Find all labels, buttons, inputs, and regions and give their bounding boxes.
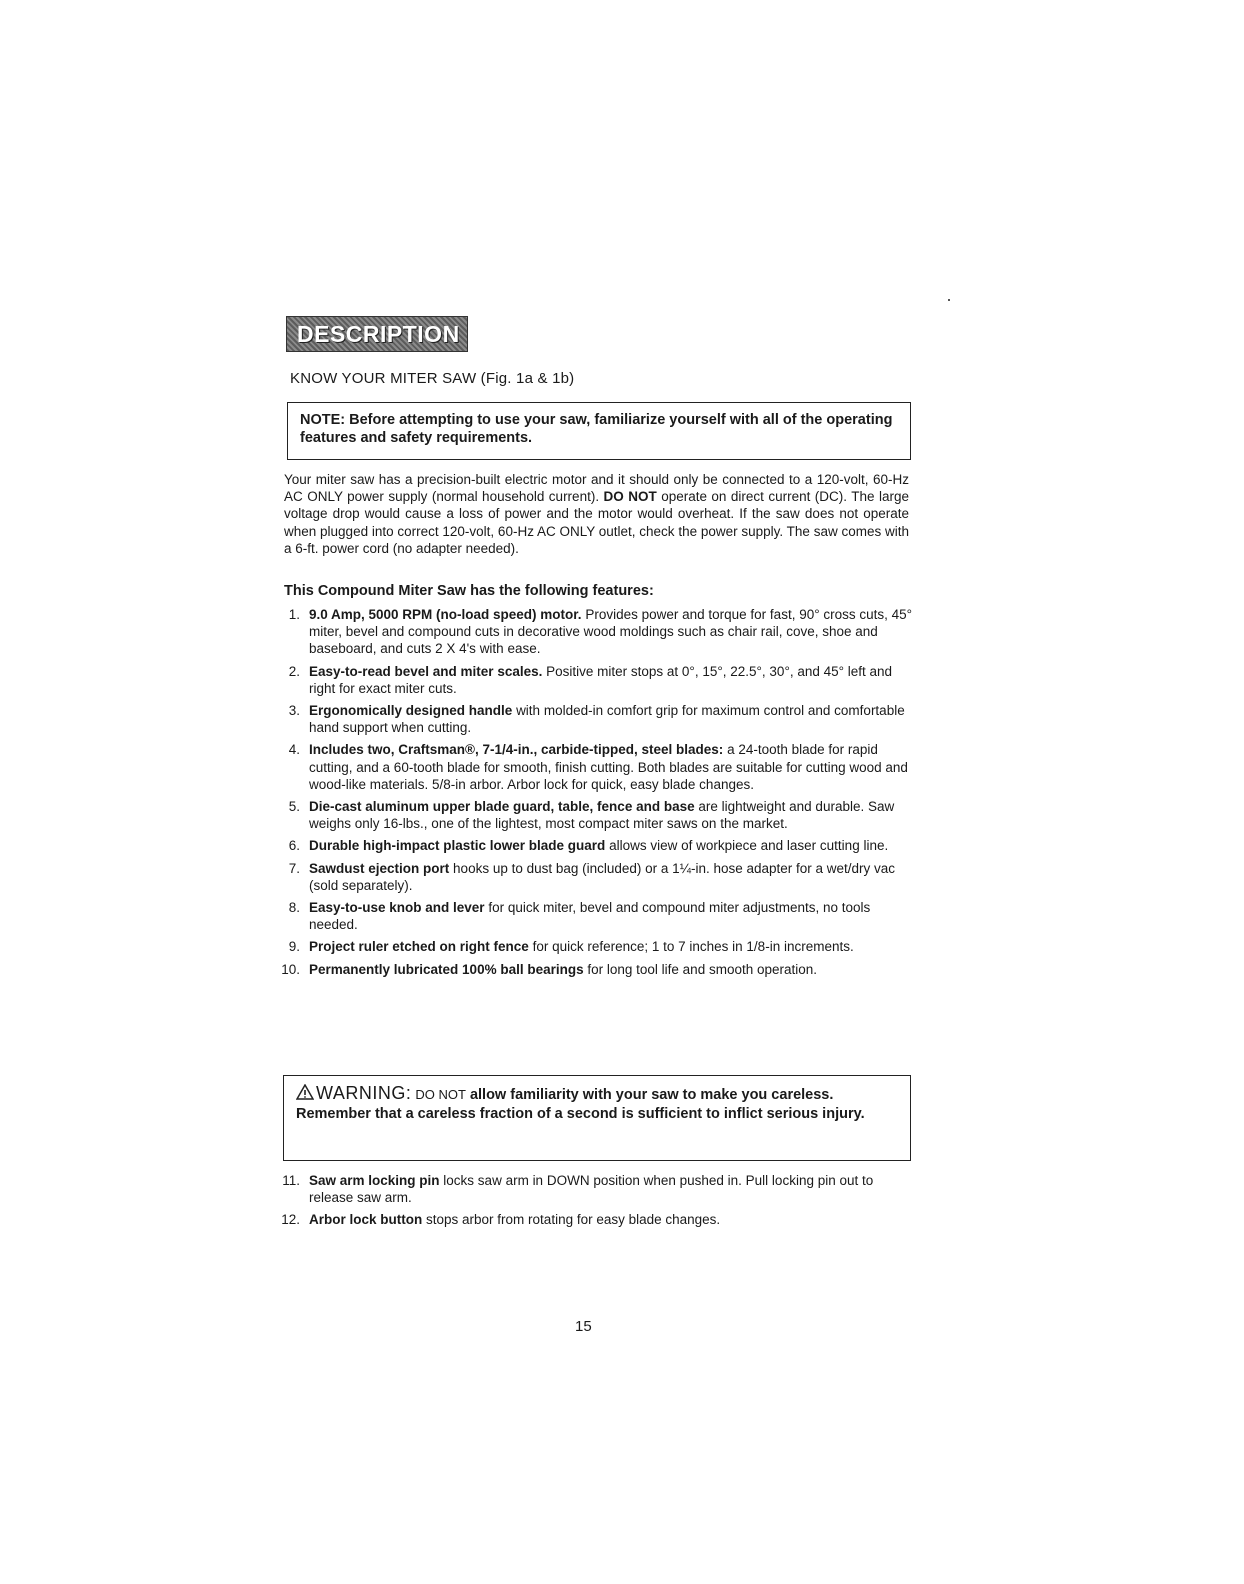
list-item [278,741,918,793]
features-heading: This Compound Miter Saw has the following features: [284,583,654,599]
item-number: 12. [281,1212,300,1228]
item-text: a 24-tooth blade for rapid cutting, and a 60-tooth blade for smooth, finish cutting. Both blades are suitable for cutting wood and wood-like materials. 5/8-in arbor. Arbor lock for quick, easy blade changes. [309,742,908,792]
item-text: for quick miter, bevel and compound miter adjustments, no tools needed. [309,900,871,933]
intro-paragraph [284,471,909,557]
list-item [278,837,918,854]
item-number: 1. [288,607,300,622]
item-number: 2. [288,663,300,679]
item-text: for quick reference; 1 to 7 inches in 1/8-in increments. [532,939,854,955]
list-item [278,606,918,658]
list-item [278,1172,918,1206]
item-text: Positive miter stops at 0°, 15°, 22.5°, 30°, and 45° left and right for exact miter cuts. [309,663,893,696]
stray-dot [948,299,950,301]
item-title: Ergonomically designed handle [309,703,513,719]
list-item [278,702,918,736]
item-title: Durable high-impact plastic lower blade guard [309,838,606,854]
item-title: Easy-to-read bevel and miter scales. [309,663,543,679]
item-title: Arbor lock button [309,1212,423,1228]
item-title: Permanently lubricated 100% ball bearings [309,961,584,977]
warning-word: WARNING: [316,1083,412,1103]
intro-part2: operate on direct current (DC). The large voltage drop would cause a loss of power and the motor would overheat. If the saw does not operate when plugged into correct 120-volt, 60-Hz AC ONLY outlet, check the power supply. The saw comes with a 6-ft. power cord (no adapter needed). [284,489,909,556]
item-title: Includes two, Craftsman®, 7-1/4-in., carbide-tipped, steel blades: [309,742,724,758]
feature-list-continued [278,1172,918,1234]
item-title: Die-cast aluminum upper blade guard, table, fence and base [309,799,695,815]
warning-text: allow familiarity with your saw to make you careless. Remember that a careless fraction of a second is sufficient to inflict serious injury. [296,1087,865,1122]
list-item [278,961,918,978]
item-number: 10. [281,961,300,977]
intro-part1: Your miter saw has a precision-built electric motor and it should only be connected to a 120-volt, 60-Hz AC ONLY power supply (normal household current). [284,472,909,505]
list-item [278,1211,918,1228]
item-text: with molded-in comfort grip for maximum control and comfortable hand support when cutting. [309,703,905,736]
item-title: Sawdust ejection port [309,860,450,876]
section-heading: DESCRIPTION [297,321,460,347]
item-number: 9. [288,939,300,955]
item-number: 4. [288,742,300,758]
item-number: 11. [282,1173,300,1188]
item-title: Saw arm locking pin [309,1173,440,1188]
item-text: stops arbor from rotating for easy blade changes. [426,1212,721,1228]
warning-do-not: DO NOT [415,1087,466,1102]
list-item [278,798,918,832]
item-text: for long tool life and smooth operation. [587,961,818,977]
list-item [278,899,918,933]
list-item [278,663,918,697]
list-item [278,860,918,894]
page-number: 15 [575,1318,592,1335]
list-item [278,938,918,955]
subheading: KNOW YOUR MITER SAW (Fig. 1a & 1b) [290,370,575,387]
section-heading-banner [286,316,468,352]
item-title: Project ruler etched on right fence [309,939,529,955]
item-text: are lightweight and durable. Saw weighs only 16-lbs., one of the lightest, most compact miter saws on the market. [309,799,895,832]
item-number: 5. [288,799,300,815]
item-number: 6. [288,838,300,854]
warning-triangle-icon [296,1084,314,1100]
warning-box [283,1075,911,1161]
item-number: 3. [288,703,300,719]
feature-list [278,606,918,983]
item-number: 8. [288,900,300,916]
note-text: NOTE: Before attempting to use your saw, familiarize yourself with all of the operating features and safety requirements. [300,412,893,446]
item-title: 9.0 Amp, 5000 RPM (no-load speed) motor. [309,607,582,622]
item-text: hooks up to dust bag (included) or a 1¼-in. hose adapter for a wet/dry vac (sold separately). [309,860,896,893]
item-text: Provides power and torque for fast, 90° cross cuts, 45° miter, bevel and compound cuts in decorative wood moldings such as chair rail, cove, shoe and baseboard, and cuts 2 X 4's with ease. [309,607,913,657]
item-text: allows view of workpiece and laser cutting line. [609,838,889,854]
item-number: 7. [288,860,300,876]
item-text: locks saw arm in DOWN position when pushed in. Pull locking pin out to release saw arm. [309,1173,874,1206]
intro-do-not: DO NOT [603,489,657,505]
note-box [287,402,911,460]
item-title: Easy-to-use knob and lever [309,900,485,916]
